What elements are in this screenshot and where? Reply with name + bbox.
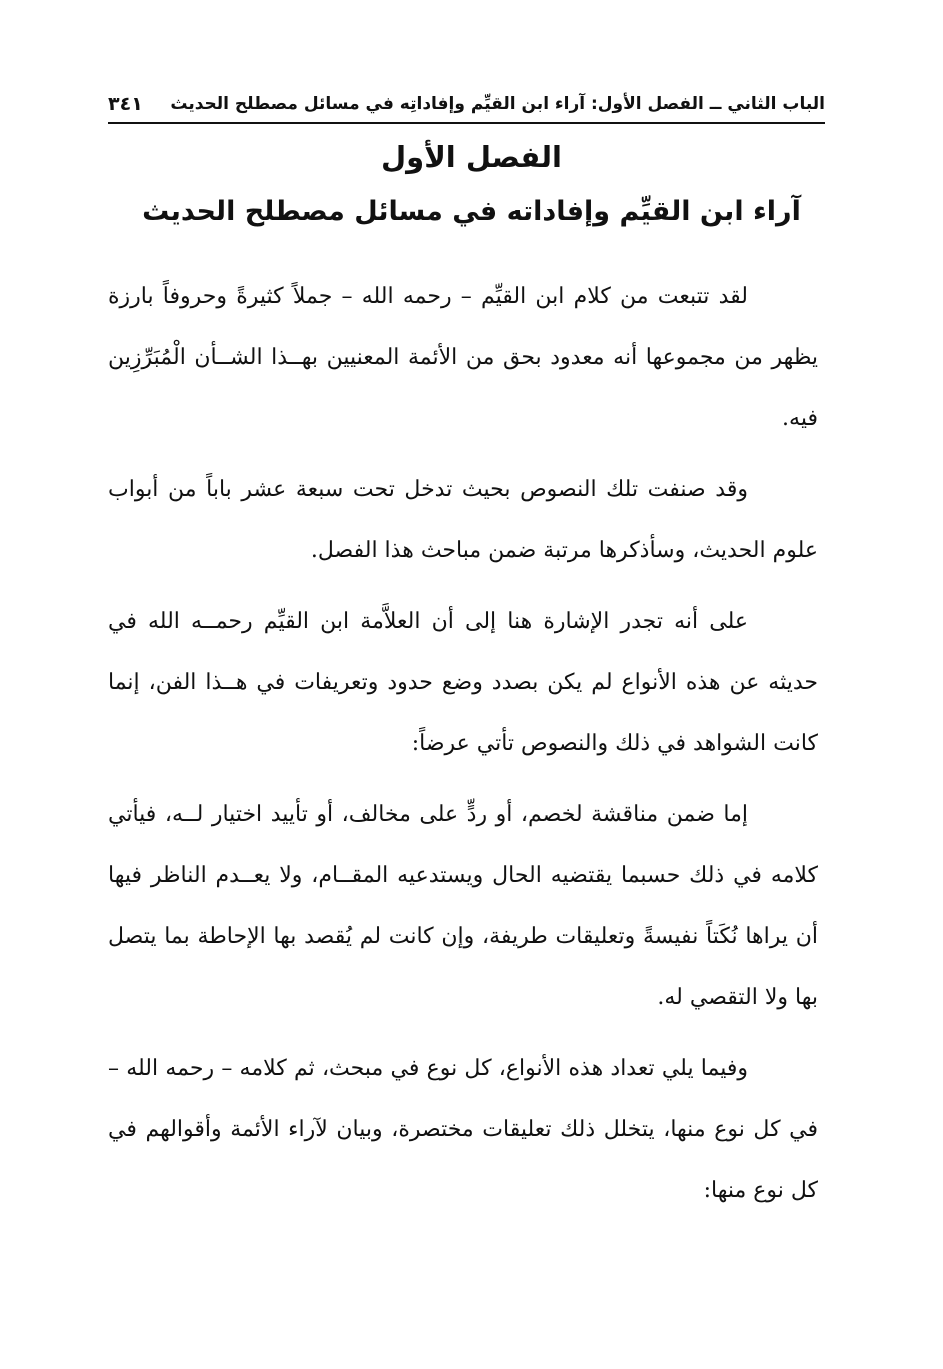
running-header	[108, 86, 825, 124]
paragraph: لقد تتبعت من كلام ابن القيِّم – رحمه الله – جملاً كثيرةً وحروفاً بارزة يظهر من مجموعها أنه معدود بحق من الأئمة المعنيين بهــذا الشــأن الْمُبَرِّزِين فيه.	[108, 284, 818, 431]
running-title: الباب الثاني ــ الفصل الأول: آراء ابن القيِّم وإفاداتِه في مسائل مصطلح الحديث	[170, 94, 825, 114]
paragraph: وفيما يلي تعداد هذه الأنواع، كل نوع في مبحث، ثم كلامه – رحمه الله – في كل نوع منها، يتخلل ذلك تعليقات مختصرة، وبيان لآراء الأئمة وأقوالهم في كل نوع منها:	[108, 1056, 818, 1203]
paragraph: إما ضمن مناقشة لخصم، أو ردٍّ على مخالف، أو تأييد اختيار لــه، فيأتي كلامه في ذلك حسبما يقتضيه الحال ويستدعيه المقــام، ولا يعــدم الناظر فيها أن يراها نُكَتاً نفيسةً وتعليقات طريفة، وإن كانت لم يُقصد بها الإحاطة بما يتصل بها ولا التقصي له.	[108, 802, 818, 1010]
chapter-title: الفصل الأول	[381, 140, 562, 174]
chapter-subtitle: آراء ابن القيِّم وإفاداته في مسائل مصطلح الحديث	[142, 196, 801, 227]
body-text	[108, 266, 818, 1221]
paragraph: وقد صنفت تلك النصوص بحيث تدخل تحت سبعة عشر باباً من أبواب علوم الحديث، وسأذكرها مرتبة ضمن مباحث هذا الفصل.	[108, 477, 818, 563]
page-number: ٣٤١	[108, 93, 143, 115]
paragraph: على أنه تجدر الإشارة هنا إلى أن العلاَّمة ابن القيِّم رحمــه الله في حديثه عن هذه الأنواع لم يكن بصدد وضع حدود وتعريفات في هــذا الفن، إنما كانت الشواهد في ذلك والنصوص تأتي عرضاً:	[108, 609, 818, 756]
